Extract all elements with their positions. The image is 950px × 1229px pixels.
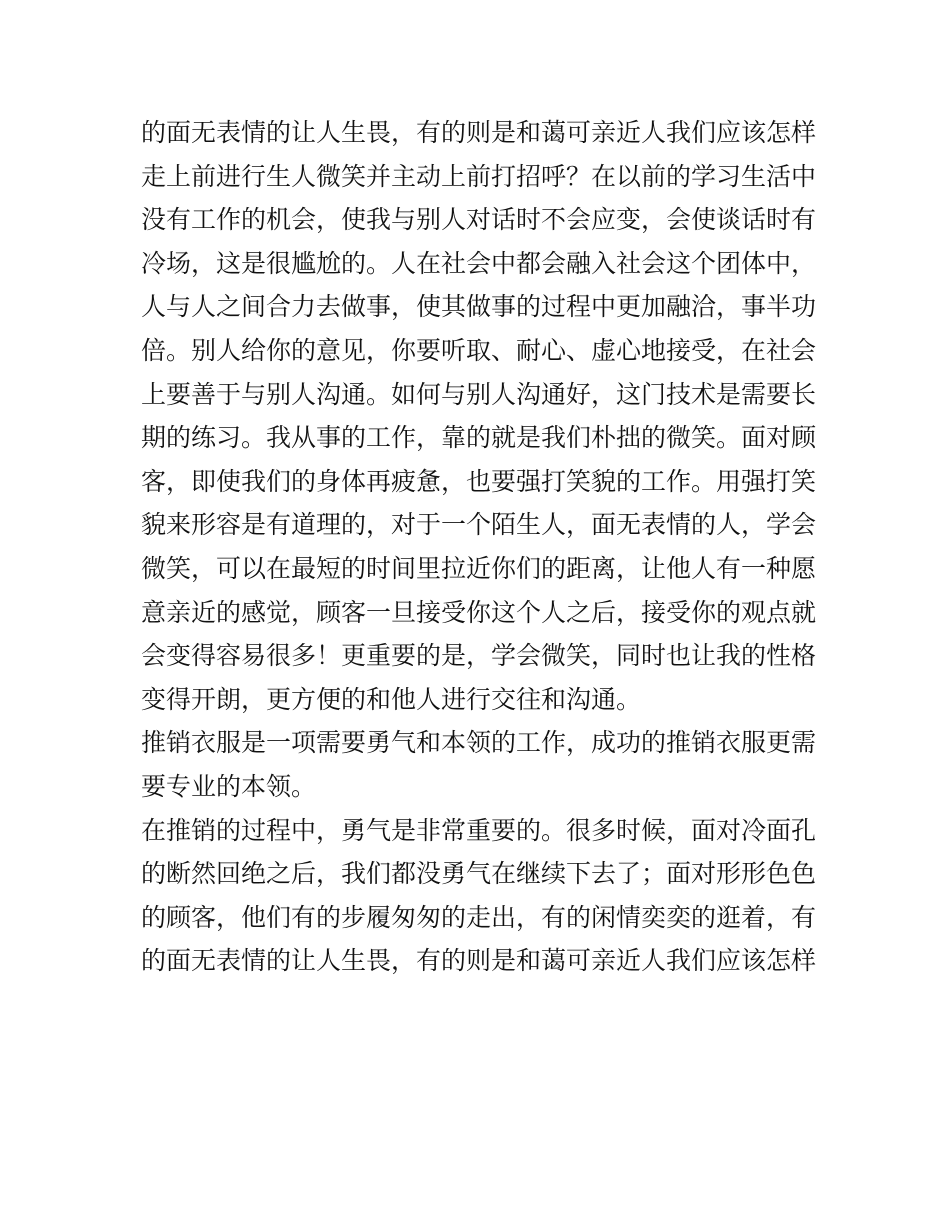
- text-line: 要专业的本领。: [141, 771, 317, 801]
- text-line: 意亲近的感觉，顾客一旦接受你这个人之后，接受你的观点就: [141, 597, 817, 627]
- text-line: 会变得容易很多！更重要的是，学会微笑，同时也让我的性格: [141, 641, 817, 671]
- text-line: 貌来形容是有道理的，对于一个陌生人，面无表情的人，学会: [141, 510, 817, 540]
- text-line: 走上前进行生人微笑并主动上前打招呼？在以前的学习生活中: [141, 161, 817, 191]
- text-line: 的面无表情的让人生畏，有的则是和蔼可亲近人我们应该怎样: [141, 946, 817, 976]
- text-line: 人与人之间合力去做事，使其做事的过程中更加融洽，事半功: [141, 292, 817, 322]
- text-line: 在推销的过程中，勇气是非常重要的。很多时候，面对冷面孔: [141, 815, 817, 845]
- text-line: 客，即使我们的身体再疲惫，也要强打笑貌的工作。用强打笑: [141, 466, 817, 496]
- text-line: 的面无表情的让人生畏，有的则是和蔼可亲近人我们应该怎样: [141, 118, 817, 147]
- body-text: [141, 111, 821, 983]
- text-line: 微笑，可以在最短的时间里拉近你们的距离，让他人有一种愿: [141, 553, 817, 583]
- text-line: 期的练习。我从事的工作，靠的就是我们朴拙的微笑。面对顾: [141, 423, 817, 453]
- text-line: 上要善于与别人沟通。如何与别人沟通好，这门技术是需要长: [141, 379, 817, 409]
- text-line: 的断然回绝之后，我们都没勇气在继续下去了；面对形形色色: [141, 859, 817, 889]
- text-line: 倍。别人给你的意见，你要听取、耐心、虚心地接受，在社会: [141, 335, 817, 365]
- text-line: 的顾客，他们有的步履匆匆的走出，有的闲情奕奕的逛着，有: [141, 902, 817, 932]
- text-line: 冷场，这是很尴尬的。人在社会中都会融入社会这个团体中，: [141, 248, 817, 278]
- text-line: 变得开朗，更方便的和他人进行交往和沟通。: [141, 684, 642, 714]
- text-line: 没有工作的机会，使我与别人对话时不会应变，会使谈话时有: [141, 205, 817, 235]
- text-line: 推销衣服是一项需要勇气和本领的工作，成功的推销衣服更需: [141, 728, 817, 758]
